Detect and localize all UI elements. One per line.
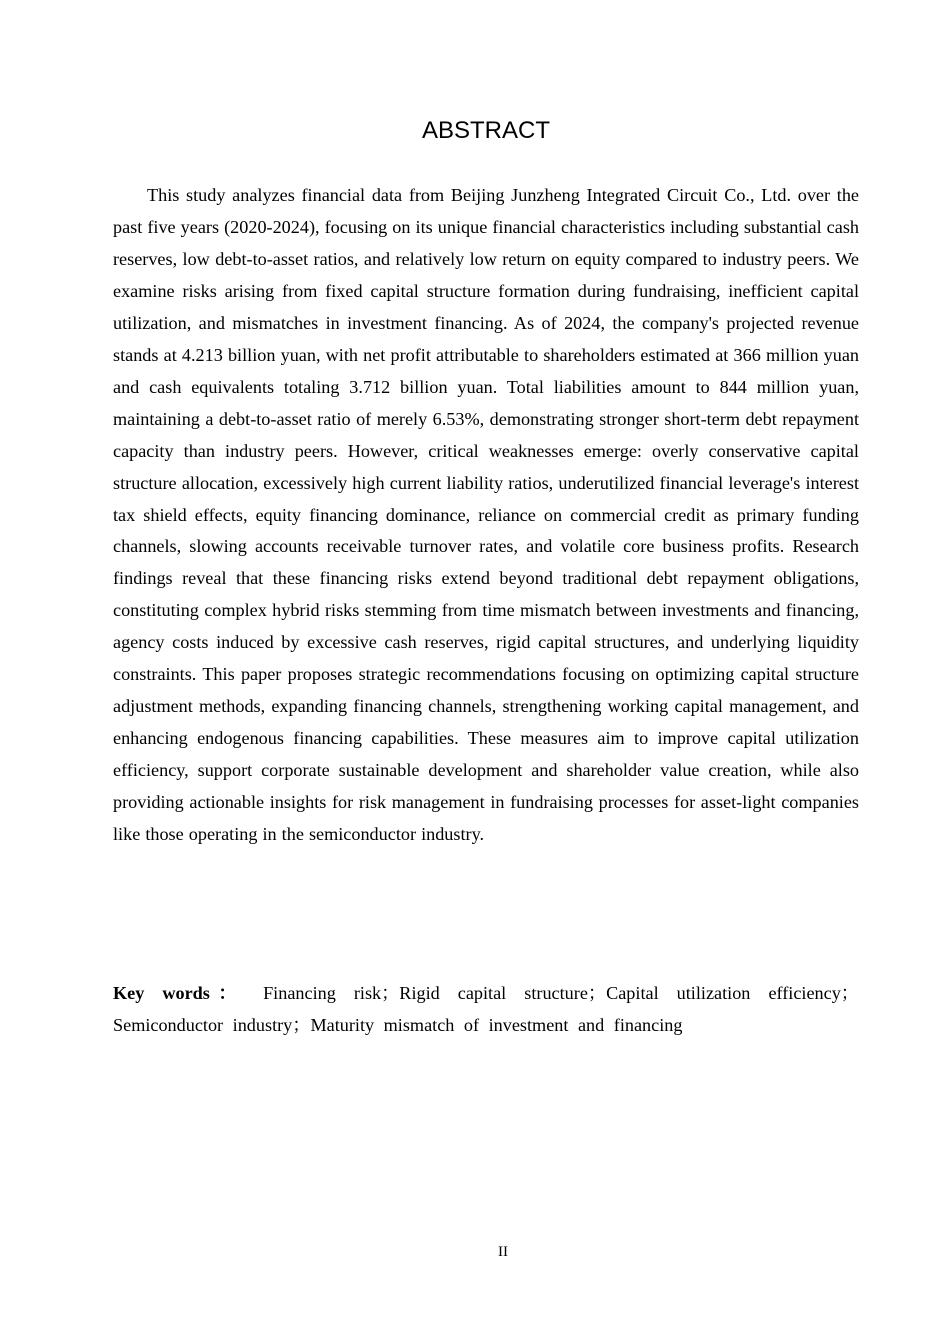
abstract-body: This study analyzes financial data from Beijing Junzheng Integrated Circuit Co., Ltd. over the past five years (2020-2024), focusing on its unique financial characteristics including substantial cash reserves, low debt-to-asset ratios, and relatively low return on equity compared to industry peers. We examine risks arising from fixed capital structure formation during fundraising, inefficient capital utilization, and mismatches in investment financing. As of 2024, the company's projected revenue stands at 4.213 billion yuan, with net profit attributable to shareholders estimated at 366 million yuan and cash equivalents totaling 3.712 billion yuan. Total liabilities amount to 844 million yuan, maintaining a debt-to-asset ratio of merely 6.53%, demonstrating stronger short-term debt repayment capacity than industry peers. However, critical weaknesses emerge: overly conservative capital structure allocation, excessively high current liability ratios, underutilized financial leverage's interest tax shield effects, equity financing dominance, reliance on commercial credit as primary funding channels, slowing accounts receivable turnover rates, and volatile core business profits. Research findings reveal that these financing risks extend beyond traditional debt repayment obligations, constituting complex hybrid risks stemming from time mismatch between investments and financing, agency costs induced by excessive cash reserves, rigid capital structures, and underlying liquidity constraints. This paper proposes strategic recommendations focusing on optimizing capital structure adjustment methods, expanding financing channels, strengthening working capital management, and enhancing endogenous financing capabilities. These measures aim to improve capital utilization efficiency, support corporate sustainable development and shareholder value creation, while also providing actionable insights for risk management in fundraising processes for asset-light companies like those operating in the semiconductor industry. <box>113 185 859 845</box>
keywords-paragraph <box>113 977 859 1041</box>
abstract-title: ABSTRACT <box>421 117 550 144</box>
keywords-text: Financing risk；Rigid capital structure；Capital utilization efficiency；Semiconductor industry；Maturity mismatch of investment and financing <box>113 983 859 1035</box>
page-number: II <box>498 1244 508 1260</box>
keywords-label: Key words： <box>113 983 246 1003</box>
